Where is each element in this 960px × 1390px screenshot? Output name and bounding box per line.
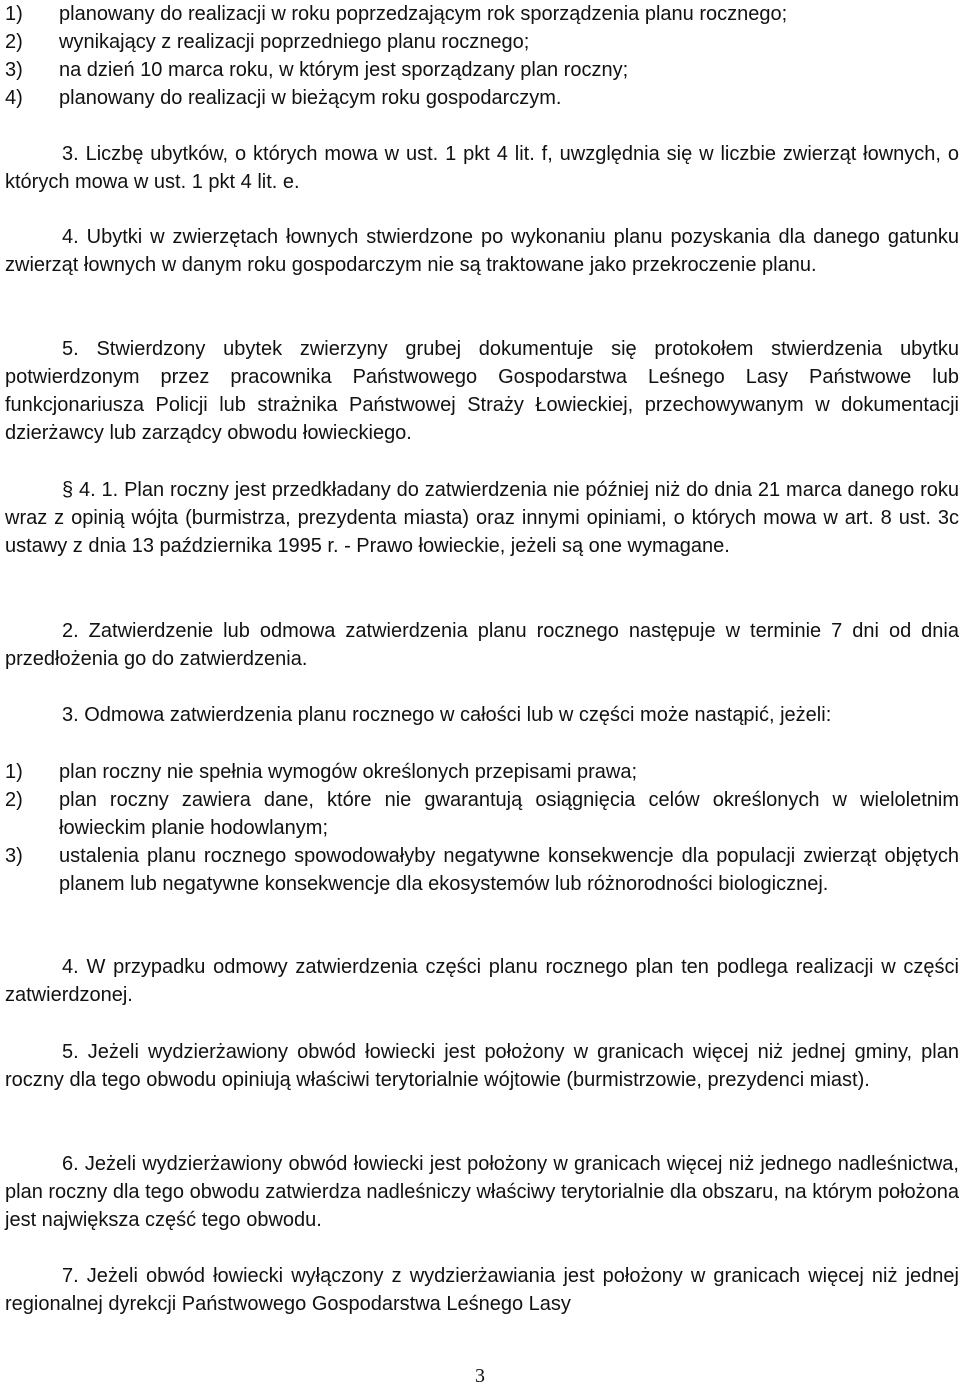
- section-4-paragraph-6: 6. Jeżeli wydzierżawiony obwód łowiecki jest położony w granicach więcej niż jednego nadleśnictwa, plan roczny dla tego obwodu zatwierdza nadleśniczy właściwy terytorialnie dla obszaru, na którym położona jest największa część tego obwodu.: [5, 1153, 959, 1231]
- paragraph-3: 3. Liczbę ubytków, o których mowa w ust. 1 pkt 4 lit. f, uwzględnia się w liczbie zwierząt łownych, o których mowa w ust. 1 pkt 4 lit. e.: [5, 143, 959, 193]
- list-item-text: planowany do realizacji w roku poprzedzającym rok sporządzenia planu rocznego;: [59, 3, 788, 25]
- list-item-text: ustalenia planu rocznego spowodowałyby negatywne konsekwencje dla populacji zwierząt objętych planem lub negatywne konsekwencje dla ekosystemów lub różnorodności biologicznej.: [59, 845, 959, 895]
- list-item: [5, 28, 959, 56]
- section-4-paragraph-2: 2. Zatwierdzenie lub odmowa zatwierdzenia planu rocznego następuje w terminie 7 dni od dnia przedłożenia go do zatwierdzenia.: [5, 620, 959, 670]
- section-4-paragraph-5: 5. Jeżeli wydzierżawiony obwód łowiecki jest położony w granicach więcej niż jednej gminy, plan roczny dla tego obwodu opiniują właściwi terytorialnie wójtowie (burmistrzowie, prezydenci miast).: [5, 1041, 959, 1091]
- list-item-text: na dzień 10 marca roku, w którym jest sporządzany plan roczny;: [59, 59, 629, 81]
- list-item: [5, 842, 959, 898]
- list-item-number: 2): [5, 31, 23, 53]
- paragraph-4: 4. Ubytki w zwierzętach łownych stwierdzone po wykonaniu planu pozyskania dla danego gatunku zwierząt łownych w danym roku gospodarczym nie są traktowane jako przekroczenie planu.: [5, 226, 959, 276]
- paragraph-5: 5. Stwierdzony ubytek zwierzyny grubej dokumentuje się protokołem stwierdzenia ubytku potwierdzonym przez pracownika Państwowego Gospodarstwa Leśnego Lasy Państwowe lub funkcjonariusza Policji lub strażnika Państwowej Straży Łowieckiej, przechowywanym w dokumentacji dzierżawcy lub zarządcy obwodu łowieckiego.: [5, 338, 959, 444]
- list-item-number: 3): [5, 845, 23, 867]
- list-item: [5, 84, 959, 112]
- section-4-paragraph-4: 4. W przypadku odmowy zatwierdzenia części planu rocznego plan ten podlega realizacji w części zatwierdzonej.: [5, 956, 959, 1006]
- section-4-paragraph-1: § 4. 1. Plan roczny jest przedkładany do zatwierdzenia nie później niż do dnia 21 marca danego roku wraz z opinią wójta (burmistrza, prezydenta miasta) oraz innymi opiniami, o których mowa w art. 8 ust. 3c ustawy z dnia 13 października 1995 r. - Prawo łowieckie, jeżeli są one wymagane.: [5, 479, 959, 557]
- list-item-text: wynikający z realizacji poprzedniego planu rocznego;: [59, 31, 530, 53]
- list-item-number: 2): [5, 789, 23, 811]
- list-item: [5, 56, 959, 84]
- list-item-number: 4): [5, 87, 23, 109]
- list-item-text: plan roczny nie spełnia wymogów określonych przepisami prawa;: [59, 761, 638, 783]
- list-item: [5, 758, 959, 786]
- list-item-number: 3): [5, 59, 23, 81]
- list-item: [5, 786, 959, 842]
- list-item-number: 1): [5, 761, 23, 783]
- page-number: 3: [475, 1365, 485, 1387]
- list-item-text: plan roczny zawiera dane, które nie gwarantują osiągnięcia celów określonych w wieloletnim łowieckim planie hodowlanym;: [59, 789, 959, 839]
- list-item-text: planowany do realizacji w bieżącym roku gospodarczym.: [59, 87, 562, 109]
- section-4-paragraph-7: 7. Jeżeli obwód łowiecki wyłączony z wydzierżawiania jest położony w granicach więcej niż jednej regionalnej dyrekcji Państwowego Gospodarstwa Leśnego Lasy: [5, 1265, 959, 1315]
- list-item: [5, 0, 959, 28]
- section-4-paragraph-3: 3. Odmowa zatwierdzenia planu rocznego w całości lub w części może nastąpić, jeżeli:: [62, 704, 832, 726]
- list-item-number: 1): [5, 3, 23, 25]
